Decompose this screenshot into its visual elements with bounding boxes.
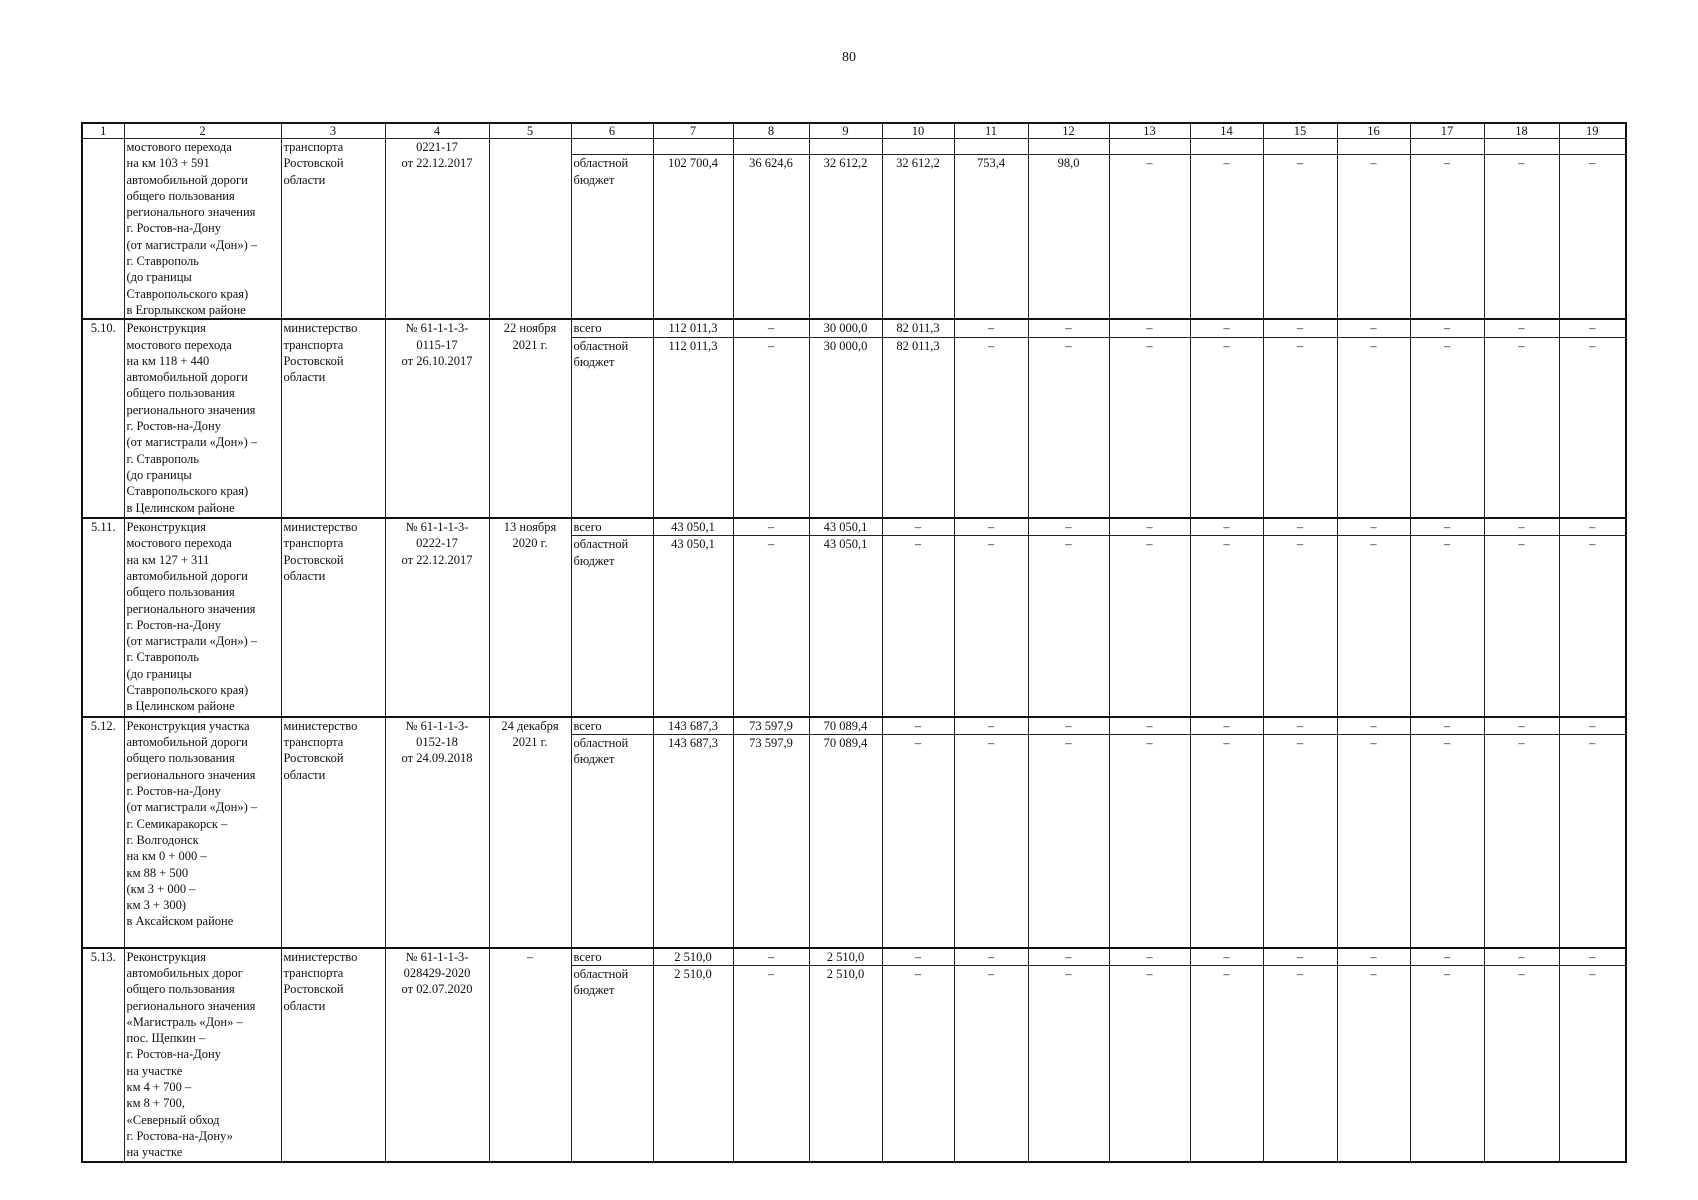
value-cell: –	[1263, 518, 1337, 536]
value-cell: –	[1410, 155, 1484, 320]
value-cell: –	[1028, 717, 1109, 735]
column-header: 10	[882, 123, 954, 139]
value-cell: –	[1559, 717, 1626, 735]
value-cell	[1484, 139, 1559, 155]
funding-source-cell: всего	[571, 518, 653, 536]
value-cell: –	[1559, 518, 1626, 536]
value-cell	[1109, 139, 1190, 155]
column-header: 1	[82, 123, 124, 139]
value-cell: –	[1263, 319, 1337, 337]
value-cell: –	[954, 965, 1028, 1162]
value-cell: –	[1484, 155, 1559, 320]
budget-table	[81, 122, 1627, 1163]
document-cell: 0221-17 от 22.12.2017	[385, 139, 489, 320]
value-cell: 82 011,3	[882, 319, 954, 337]
deadline-cell: –	[489, 948, 571, 1163]
value-cell: –	[1028, 319, 1109, 337]
value-cell: –	[954, 717, 1028, 735]
value-cell	[1263, 139, 1337, 155]
value-cell: –	[1484, 735, 1559, 948]
value-cell: 32 612,2	[882, 155, 954, 320]
value-cell: –	[1484, 948, 1559, 966]
column-header: 16	[1337, 123, 1410, 139]
value-cell: –	[1109, 717, 1190, 735]
value-cell: –	[882, 518, 954, 536]
column-header: 14	[1190, 123, 1263, 139]
table-row	[82, 518, 1626, 536]
deadline-cell: 22 ноября 2021 г.	[489, 319, 571, 518]
value-cell: –	[1028, 735, 1109, 948]
value-cell: –	[1559, 948, 1626, 966]
value-cell: –	[1109, 965, 1190, 1162]
document-cell: № 61-1-1-3- 0152-18 от 24.09.2018	[385, 717, 489, 948]
value-cell: –	[1190, 518, 1263, 536]
value-cell: –	[954, 536, 1028, 717]
value-cell: 30 000,0	[809, 337, 882, 518]
value-cell: –	[1263, 965, 1337, 1162]
value-cell: –	[1109, 155, 1190, 320]
project-name-cell: Реконструкция автомобильных дорог общего пользования регионального значения «Магистраль «Дон» – пос. Щепкин – г. Ростов-на-Дону на участке км 4 + 700 – км 8 + 700, «Северный обход г. Ростова-на-Дону» на участке	[124, 948, 281, 1163]
agency-cell: министерство транспорта Ростовской области	[281, 948, 385, 1163]
value-cell: –	[1410, 965, 1484, 1162]
funding-source-cell: всего	[571, 717, 653, 735]
value-cell: –	[1559, 155, 1626, 320]
column-header: 17	[1410, 123, 1484, 139]
project-name-cell: мостового перехода на км 103 + 591 автомобильной дороги общего пользования регионального значения г. Ростов-на-Дону (от магистрали «Дон») – г. Ставрополь (до границы Ставропольского края) в Егорлыкском районе	[124, 139, 281, 320]
value-cell: –	[1190, 155, 1263, 320]
value-cell	[1559, 139, 1626, 155]
value-cell: –	[1559, 536, 1626, 717]
value-cell: –	[954, 319, 1028, 337]
value-cell: –	[1410, 518, 1484, 536]
project-name-cell: Реконструкция мостового перехода на км 127 + 311 автомобильной дороги общего пользования регионального значения г. Ростов-на-Дону (от магистрали «Дон») – г. Ставрополь (до границы Ставропольского края) в Целинском районе	[124, 518, 281, 717]
value-cell: –	[882, 717, 954, 735]
value-cell: –	[733, 337, 809, 518]
value-cell: –	[1559, 735, 1626, 948]
column-number-header	[82, 123, 1626, 139]
value-cell: 143 687,3	[653, 735, 733, 948]
funding-source-cell: областной бюджет	[571, 735, 653, 948]
funding-source-cell: областной бюджет	[571, 155, 653, 320]
funding-source-cell: областной бюджет	[571, 965, 653, 1162]
value-cell: –	[882, 948, 954, 966]
value-cell	[809, 139, 882, 155]
value-cell: 143 687,3	[653, 717, 733, 735]
value-cell: 70 089,4	[809, 735, 882, 948]
value-cell: –	[1410, 337, 1484, 518]
agency-cell: министерство транспорта Ростовской области	[281, 518, 385, 717]
deadline-cell: 13 ноября 2020 г.	[489, 518, 571, 717]
value-cell: –	[1190, 337, 1263, 518]
value-cell: –	[1410, 717, 1484, 735]
value-cell: –	[882, 965, 954, 1162]
funding-source-cell: всего	[571, 948, 653, 966]
deadline-cell: 24 декабря 2021 г.	[489, 717, 571, 948]
value-cell: –	[1263, 536, 1337, 717]
table-row	[82, 717, 1626, 735]
value-cell: –	[954, 518, 1028, 536]
value-cell: –	[1190, 536, 1263, 717]
value-cell: 36 624,6	[733, 155, 809, 320]
value-cell	[733, 139, 809, 155]
document-cell: № 61-1-1-3- 0115-17 от 26.10.2017	[385, 319, 489, 518]
value-cell: –	[1337, 518, 1410, 536]
value-cell: –	[733, 518, 809, 536]
value-cell	[1028, 139, 1109, 155]
value-cell: –	[1109, 735, 1190, 948]
table-row	[82, 319, 1626, 337]
value-cell	[1190, 139, 1263, 155]
value-cell: 73 597,9	[733, 735, 809, 948]
value-cell: –	[1337, 735, 1410, 948]
value-cell: –	[1109, 337, 1190, 518]
project-name-cell: Реконструкция мостового перехода на км 118 + 440 автомобильной дороги общего пользования регионального значения г. Ростов-на-Дону (от магистрали «Дон») – г. Ставрополь (до границы Ставропольского края) в Целинском районе	[124, 319, 281, 518]
value-cell: 43 050,1	[809, 536, 882, 717]
value-cell: 753,4	[954, 155, 1028, 320]
value-cell: –	[954, 735, 1028, 948]
value-cell: –	[733, 319, 809, 337]
value-cell: –	[1337, 155, 1410, 320]
value-cell: 82 011,3	[882, 337, 954, 518]
column-header: 6	[571, 123, 653, 139]
value-cell: –	[1190, 735, 1263, 948]
value-cell: –	[1109, 319, 1190, 337]
value-cell: –	[1337, 337, 1410, 518]
value-cell: 43 050,1	[653, 518, 733, 536]
table-row	[82, 948, 1626, 966]
value-cell: –	[1263, 948, 1337, 966]
value-cell	[1410, 139, 1484, 155]
value-cell: –	[1484, 518, 1559, 536]
page-number: 80	[842, 50, 856, 65]
value-cell: –	[1559, 965, 1626, 1162]
value-cell: 102 700,4	[653, 155, 733, 320]
value-cell	[1337, 139, 1410, 155]
value-cell: –	[1028, 518, 1109, 536]
column-header: 18	[1484, 123, 1559, 139]
column-header: 2	[124, 123, 281, 139]
document-cell: № 61-1-1-3- 028429-2020 от 02.07.2020	[385, 948, 489, 1163]
value-cell: –	[1263, 155, 1337, 320]
value-cell: 43 050,1	[653, 536, 733, 717]
value-cell: 112 011,3	[653, 337, 733, 518]
value-cell: –	[954, 337, 1028, 518]
value-cell: –	[1028, 536, 1109, 717]
column-header: 12	[1028, 123, 1109, 139]
project-number-cell: 5.13.	[82, 948, 124, 1163]
value-cell: –	[1028, 965, 1109, 1162]
deadline-cell	[489, 139, 571, 320]
funding-source-cell	[571, 139, 653, 155]
funding-source-cell: всего	[571, 319, 653, 337]
value-cell: –	[1337, 319, 1410, 337]
column-header: 3	[281, 123, 385, 139]
value-cell: –	[1263, 717, 1337, 735]
column-header: 7	[653, 123, 733, 139]
value-cell: 30 000,0	[809, 319, 882, 337]
column-header: 13	[1109, 123, 1190, 139]
value-cell: 2 510,0	[653, 948, 733, 966]
value-cell: –	[1410, 536, 1484, 717]
funding-source-cell: областной бюджет	[571, 337, 653, 518]
value-cell: –	[954, 948, 1028, 966]
value-cell: 73 597,9	[733, 717, 809, 735]
agency-cell: министерство транспорта Ростовской области	[281, 319, 385, 518]
agency-cell: министерство транспорта Ростовской области	[281, 717, 385, 948]
value-cell: –	[1028, 948, 1109, 966]
table-row	[82, 139, 1626, 155]
value-cell: –	[882, 735, 954, 948]
value-cell: –	[882, 536, 954, 717]
value-cell: –	[1337, 717, 1410, 735]
value-cell: –	[1484, 536, 1559, 717]
project-number-cell: 5.11.	[82, 518, 124, 717]
funding-source-cell: областной бюджет	[571, 536, 653, 717]
column-header: 5	[489, 123, 571, 139]
value-cell	[653, 139, 733, 155]
value-cell: 43 050,1	[809, 518, 882, 536]
value-cell: –	[1109, 948, 1190, 966]
value-cell: –	[1263, 337, 1337, 518]
column-header: 15	[1263, 123, 1337, 139]
value-cell: –	[1484, 965, 1559, 1162]
column-header: 9	[809, 123, 882, 139]
value-cell: –	[1559, 337, 1626, 518]
value-cell: 2 510,0	[809, 965, 882, 1162]
value-cell: –	[1410, 735, 1484, 948]
project-name-cell: Реконструкция участка автомобильной дороги общего пользования регионального значения г. Ростов-на-Дону (от магистрали «Дон») – г. Семикаракорск – г. Волгодонск на км 0 + 000 – км 88 + 500 (км 3 + 000 – км 3 + 300) в Аксайском районе	[124, 717, 281, 948]
value-cell: –	[1337, 965, 1410, 1162]
column-header: 4	[385, 123, 489, 139]
value-cell: 98,0	[1028, 155, 1109, 320]
value-cell: –	[1190, 948, 1263, 966]
value-cell: –	[1410, 948, 1484, 966]
value-cell: –	[1190, 319, 1263, 337]
value-cell: –	[1484, 337, 1559, 518]
value-cell	[954, 139, 1028, 155]
value-cell: –	[1337, 948, 1410, 966]
value-cell: 2 510,0	[809, 948, 882, 966]
column-header: 11	[954, 123, 1028, 139]
value-cell: –	[1190, 965, 1263, 1162]
project-number-cell	[82, 139, 124, 320]
value-cell: –	[1337, 536, 1410, 717]
value-cell: –	[1484, 717, 1559, 735]
value-cell: –	[733, 948, 809, 966]
project-number-cell: 5.12.	[82, 717, 124, 948]
column-header: 8	[733, 123, 809, 139]
value-cell: –	[1190, 717, 1263, 735]
value-cell: –	[1484, 319, 1559, 337]
table-body	[82, 139, 1626, 1163]
document-cell: № 61-1-1-3- 0222-17 от 22.12.2017	[385, 518, 489, 717]
value-cell: –	[1028, 337, 1109, 518]
value-cell: –	[733, 965, 809, 1162]
value-cell: –	[1109, 518, 1190, 536]
agency-cell: транспорта Ростовской области	[281, 139, 385, 320]
value-cell: 32 612,2	[809, 155, 882, 320]
value-cell: –	[1263, 735, 1337, 948]
value-cell: –	[733, 536, 809, 717]
value-cell: –	[1559, 319, 1626, 337]
column-header: 19	[1559, 123, 1626, 139]
value-cell: 2 510,0	[653, 965, 733, 1162]
project-number-cell: 5.10.	[82, 319, 124, 518]
value-cell: –	[1410, 319, 1484, 337]
value-cell	[882, 139, 954, 155]
value-cell: 112 011,3	[653, 319, 733, 337]
value-cell: 70 089,4	[809, 717, 882, 735]
value-cell: –	[1109, 536, 1190, 717]
